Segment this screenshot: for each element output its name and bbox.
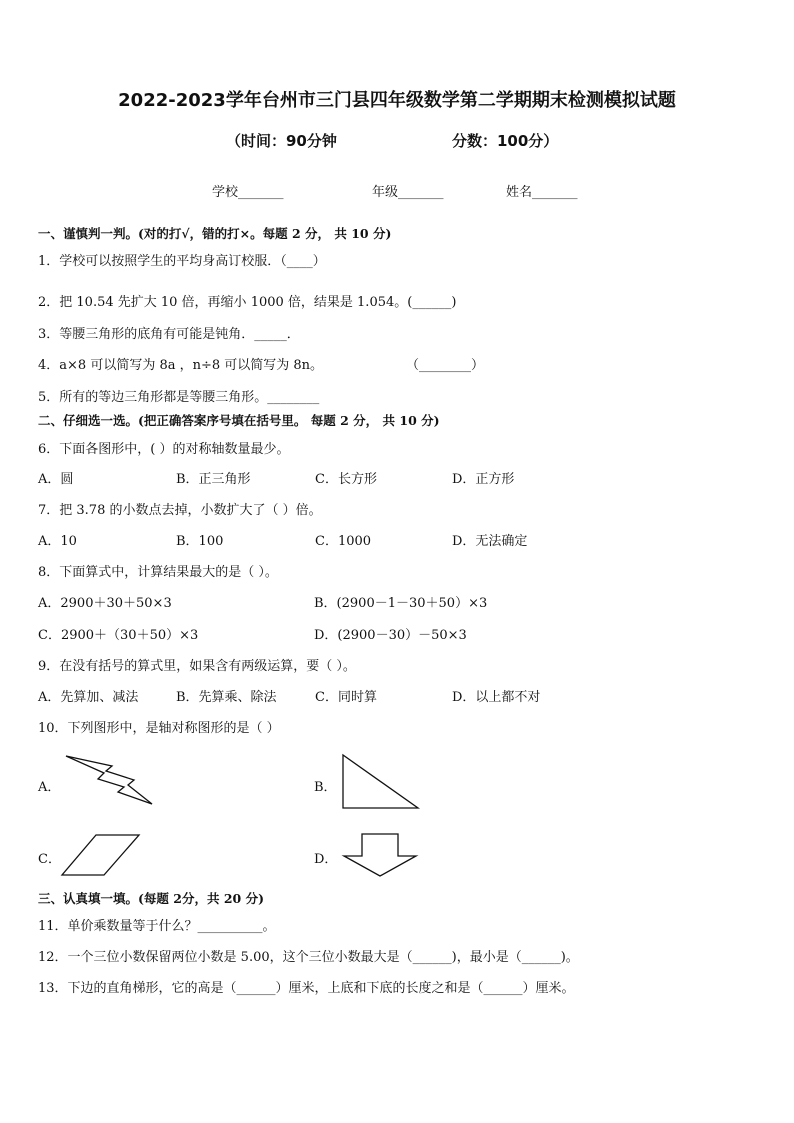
lightning-bolt-figure xyxy=(62,752,158,808)
q9-option-b[interactable]: B．先算乘、除法 xyxy=(176,690,277,705)
q6-option-c[interactable]: C．长方形 xyxy=(315,472,377,487)
school-field[interactable]: 学校_______ xyxy=(212,185,284,200)
question-8: 8．下面算式中，计算结果最大的是（ ）。 xyxy=(38,565,278,580)
question-1: 1．学校可以按照学生的平均身高订校服．（____） xyxy=(38,254,326,269)
parallelogram-figure xyxy=(60,832,142,878)
question-7: 7．把 3.78 的小数点去掉，小数扩大了（ ）倍。 xyxy=(38,503,322,518)
q8-option-b[interactable]: B．(2900－1－30＋50）×3 xyxy=(314,596,488,611)
q10-option-c[interactable]: C． xyxy=(38,852,61,867)
section1-heading: 一、谨慎判一判。(对的打√，错的打×。每题 2 分， 共 10 分) xyxy=(38,226,392,241)
q7-option-a[interactable]: A．10 xyxy=(38,534,77,549)
question-3: 3．等腰三角形的底角有可能是钝角．_____． xyxy=(38,327,300,342)
q8-option-d[interactable]: D．(2900－30）－50×3 xyxy=(314,628,467,643)
right-triangle-figure xyxy=(340,752,422,812)
down-arrow-figure xyxy=(340,832,420,878)
question-5: 5．所有的等边三角形都是等腰三角形。________ xyxy=(38,390,320,405)
q10-option-d[interactable]: D． xyxy=(314,852,338,867)
name-field[interactable]: 姓名_______ xyxy=(506,185,578,200)
page-title: 2022-2023学年台州市三门县四年级数学第二学期期末检测模拟试题 xyxy=(118,90,676,111)
question-9: 9．在没有括号的算式里，如果含有两级运算，要（ ）。 xyxy=(38,659,356,674)
q8-option-a[interactable]: A．2900＋30＋50×3 xyxy=(38,596,172,611)
q6-option-a[interactable]: A．圆 xyxy=(38,472,74,487)
section2-heading: 二、仔细选一选。(把正确答案序号填在括号里。 每题 2 分， 共 10 分) xyxy=(38,413,440,428)
q7-option-c[interactable]: C．1000 xyxy=(315,534,372,549)
question-11: 11．单价乘数量等于什么？__________。 xyxy=(38,919,276,934)
q7-option-b[interactable]: B．100 xyxy=(176,534,224,549)
question-12: 12．一个三位小数保留两位小数是 5.00，这个三位小数最大是（______)，最小是（______)。 xyxy=(38,950,579,965)
q9-option-c[interactable]: C．同时算 xyxy=(315,690,377,705)
q10-option-b[interactable]: B． xyxy=(314,780,337,795)
grade-field[interactable]: 年级_______ xyxy=(372,185,444,200)
section3-heading: 三、认真填一填。(每题 2分，共 20 分) xyxy=(38,891,264,906)
exam-time: （时间：90分钟 xyxy=(226,132,337,150)
q6-option-d[interactable]: D．正方形 xyxy=(452,472,515,487)
q7-option-d[interactable]: D．无法确定 xyxy=(452,534,528,549)
exam-score: 分数：100分） xyxy=(452,132,559,150)
question-2: 2．把 10.54 先扩大 10 倍，再缩小 1000 倍，结果是 1.054。(______) xyxy=(38,295,457,310)
q10-option-a[interactable]: A． xyxy=(38,780,61,795)
q9-option-d[interactable]: D．以上都不对 xyxy=(452,690,541,705)
q8-option-c[interactable]: C．2900＋（30＋50）×3 xyxy=(38,628,199,643)
question-4: 4．a×8 可以简写为 8a ，n÷8 可以简写为 8n。 xyxy=(38,358,324,373)
question-6: 6．下面各图形中，( ）的对称轴数量最少。 xyxy=(38,442,290,457)
question-4-answer-blank[interactable]: （________） xyxy=(406,358,485,373)
question-13: 13．下边的直角梯形，它的高是（______）厘米，上底和下底的长度之和是（______）厘米。 xyxy=(38,981,575,996)
q6-option-b[interactable]: B．正三角形 xyxy=(176,472,251,487)
question-10: 10．下列图形中，是轴对称图形的是（ ） xyxy=(38,721,280,736)
q9-option-a[interactable]: A．先算加、减法 xyxy=(38,690,139,705)
